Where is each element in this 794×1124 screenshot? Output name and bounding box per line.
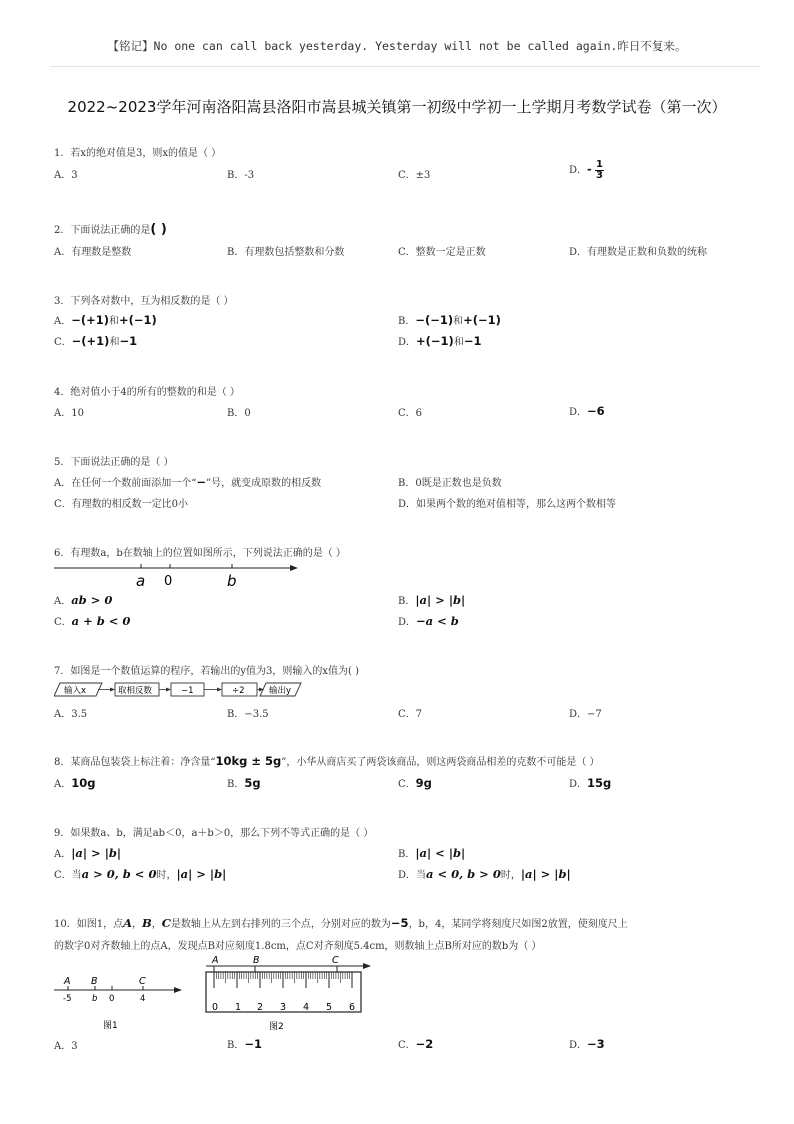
- option-a: [54, 845, 121, 860]
- math-expr: a < 0, b > 0: [426, 867, 501, 881]
- option-b: [398, 592, 465, 607]
- option-b: B．0既是正数也是负数: [398, 478, 502, 489]
- math-expr: −(+1): [71, 313, 110, 327]
- option-label: A．: [54, 316, 72, 327]
- option-c: C．7: [398, 709, 423, 720]
- math-expr: −a < b: [416, 614, 459, 628]
- stem-text: ”，小华从商店买了两袋该商品，则这两袋商品相差的克数不可能是（ ）: [281, 757, 600, 768]
- math-expr: +(−1): [119, 313, 157, 327]
- option-d: D．−7: [569, 709, 602, 720]
- math-expr: |a| > |b|: [520, 867, 571, 881]
- fraction-denominator: 3: [596, 170, 603, 181]
- figure-caption: 图1: [103, 1021, 118, 1031]
- option-label: B．: [398, 316, 416, 327]
- axis-arrow: [363, 963, 371, 969]
- option-text: A．在任何一个数前面添加一个“: [54, 478, 197, 489]
- option-label: A．: [54, 849, 72, 860]
- stem-text: 8．某商品包装袋上标注着：净含量“: [54, 757, 216, 768]
- ruler-number: 4: [303, 1002, 310, 1013]
- motto-banner: 【铭记】No one can call back yesterday. Yesterday will not be called again.昨日不复来。: [107, 39, 687, 53]
- question-stem: 5．下面说法正确的是（ ）: [54, 457, 174, 468]
- ruler-tick-group: [214, 972, 352, 988]
- math-expr: −6: [587, 404, 605, 418]
- option-c: [54, 866, 226, 881]
- math-expr: +(−1): [416, 334, 454, 348]
- option-d: [398, 613, 459, 628]
- value-label: 0: [109, 994, 115, 1004]
- math-expr: |a| > |b|: [176, 867, 227, 881]
- option-label: D．: [569, 1040, 588, 1051]
- math-expr: −(+1): [71, 334, 110, 348]
- math-expr: a > 0, b < 0: [81, 867, 157, 881]
- flow-step3-label: ÷2: [232, 686, 245, 696]
- ruler-number: 5: [326, 1002, 333, 1013]
- option-c: [398, 775, 432, 790]
- flow-input-label: 输入x: [64, 686, 87, 696]
- option-d: [569, 1036, 605, 1051]
- option-label: D．: [569, 407, 588, 418]
- option-label: D．: [398, 617, 417, 628]
- option-a: A．10: [54, 408, 84, 419]
- point-c-label: C: [139, 976, 146, 987]
- option-label: C．: [398, 779, 416, 790]
- connector: 和: [109, 316, 120, 327]
- point-a-label: A: [212, 955, 219, 966]
- label-a: a: [136, 572, 146, 590]
- math-expr: 15g: [587, 776, 612, 790]
- fraction-numerator: 1: [596, 159, 603, 170]
- answer-parens: ( ): [150, 222, 167, 237]
- option-b: B．-3: [227, 170, 255, 181]
- option-c: [54, 333, 137, 348]
- option-a: [54, 312, 157, 327]
- option-label: B．: [227, 779, 245, 790]
- option-label: B．: [227, 1040, 245, 1051]
- flow-arrow-head: [217, 688, 222, 692]
- option-d: [398, 866, 571, 881]
- option-d: [569, 403, 605, 418]
- option-d: D．如果两个数的绝对值相等，那么这两个数相等: [398, 499, 617, 510]
- stem-text: ，b，4，某同学将刻度尺如图2放置，使刻度尺上: [408, 919, 628, 930]
- flow-step1-label: 取相反数: [118, 686, 153, 696]
- value-label: -5: [63, 994, 72, 1004]
- math-expr: 5g: [244, 776, 261, 790]
- option-a: [54, 592, 112, 607]
- question-stem-line-2: 的数字0对齐数轴上的点A，发现点B对应刻度1.8cm，点C对齐刻度5.4cm，则数轴上点B所对应的数b为（ ）: [54, 941, 542, 952]
- question-stem: 6．有理数a，b在数轴上的位置如图所示，下列说法正确的是（ ）: [54, 548, 346, 559]
- math-expr: |a| > |b|: [415, 593, 466, 607]
- point-a-label: A: [64, 976, 71, 987]
- math-expr: −2: [415, 1037, 434, 1051]
- point-label: B: [142, 916, 152, 930]
- stem-text: 是数轴上从左到右排列的三个点，分别对应的数为: [170, 919, 391, 930]
- option-c: C．有理数的相反数一定比0小: [54, 499, 189, 510]
- label-zero: 0: [164, 574, 173, 589]
- option-c: C．整数一定是正数: [398, 247, 486, 258]
- point-b-label: B: [91, 976, 98, 987]
- math-expr: 10kg ± 5g: [215, 754, 282, 768]
- point-b-label: B: [253, 955, 260, 966]
- math-expr: −5: [390, 916, 409, 930]
- option-label: D．: [398, 337, 417, 348]
- question-stem: 3．下列各对数中，互为相反数的是（ ）: [54, 296, 234, 307]
- option-label: B．: [398, 849, 416, 860]
- math-expr: |a| > |b|: [71, 846, 122, 860]
- minus-sign: -: [587, 162, 592, 176]
- ruler-number-group: [212, 1002, 355, 1013]
- math-expr: 10g: [71, 776, 96, 790]
- ruler-number: 2: [257, 1002, 264, 1013]
- option-label: A．: [54, 779, 72, 790]
- option-label: C．: [54, 337, 72, 348]
- fraction: [595, 160, 604, 181]
- option-c: C．±3: [398, 170, 431, 181]
- connector: 时，: [156, 870, 177, 881]
- option-label: D．当: [398, 870, 427, 881]
- ruler-number: 1: [235, 1002, 242, 1013]
- math-expr: −1: [463, 334, 482, 348]
- option-b: B．有理数包括整数和分数: [227, 247, 345, 258]
- connector: 和: [453, 337, 464, 348]
- figure-caption: 图2: [269, 1022, 284, 1032]
- option-a: A．3: [54, 1041, 78, 1052]
- option-b: [398, 845, 465, 860]
- axis-arrow: [290, 565, 298, 571]
- separator: ，: [132, 919, 143, 930]
- value-label: 4: [140, 994, 146, 1004]
- math-expr: −: [196, 475, 206, 489]
- option-c: [54, 613, 130, 628]
- label-b: b: [227, 572, 237, 590]
- flow-output-label: 输出y: [269, 686, 292, 696]
- option-a: A．3: [54, 170, 78, 181]
- question-stem-line-1: [54, 915, 628, 930]
- option-label: D．: [569, 165, 588, 176]
- figure-2-ruler: [200, 955, 375, 1035]
- option-c: [398, 1036, 433, 1051]
- ruler-number: 3: [280, 1002, 287, 1013]
- question-stem: [54, 753, 600, 768]
- math-expr: ab > 0: [71, 593, 113, 607]
- math-expr: −3: [587, 1037, 605, 1051]
- option-a: A．有理数是整数: [54, 247, 132, 258]
- flow-arrow-head: [166, 688, 171, 692]
- question-stem: [54, 221, 167, 237]
- option-label: C．当: [54, 870, 82, 881]
- connector: 和: [109, 337, 120, 348]
- question-stem: 1．若x的绝对值是3，则x的值是（ ）: [54, 148, 222, 159]
- option-d: [569, 775, 611, 790]
- connector: 时，: [500, 870, 521, 881]
- question-stem: 9．如果数a、b，满足ab＜0，a＋b＞0，那么下列不等式正确的是（ ）: [54, 828, 374, 839]
- math-expr: |a| < |b|: [415, 846, 466, 860]
- option-b: [227, 1036, 262, 1051]
- point-label: A: [123, 916, 133, 930]
- option-a: [54, 775, 95, 790]
- math-expr: −1: [119, 334, 138, 348]
- question-stem: 7．如图是一个数值运算的程序，若输出的y值为3，则输入的x值为( ): [54, 666, 359, 677]
- math-expr: 9g: [415, 776, 432, 790]
- point-c-label: C: [332, 955, 339, 966]
- option-b: B．−3.5: [227, 709, 269, 720]
- option-b: [227, 775, 261, 790]
- figure-1-number-line: [54, 972, 189, 1034]
- option-d: D．有理数是正数和负数的统称: [569, 247, 708, 258]
- option-label: C．: [54, 617, 72, 628]
- math-expr: −1: [244, 1037, 262, 1051]
- connector: 和: [453, 316, 464, 327]
- math-expr: +(−1): [463, 313, 501, 327]
- ruler-number: 0: [212, 1002, 219, 1013]
- value-label: b: [92, 994, 98, 1004]
- ruler-number: 6: [349, 1002, 356, 1013]
- number-line-figure: [54, 558, 304, 590]
- option-label: C．: [398, 1040, 416, 1051]
- option-c: C．6: [398, 408, 423, 419]
- option-b: B．0: [227, 408, 251, 419]
- option-a: [54, 474, 321, 489]
- option-a: A．3.5: [54, 709, 88, 720]
- flowchart-figure: [54, 681, 304, 699]
- separator: ，: [151, 919, 162, 930]
- point-label: C: [161, 916, 171, 930]
- axis-arrow: [174, 987, 182, 993]
- stem-text: 10．如图1，点: [54, 919, 124, 930]
- option-label: D．: [569, 779, 588, 790]
- flow-step2-label: −1: [181, 686, 194, 696]
- header-divider: [50, 66, 760, 67]
- option-label: A．: [54, 596, 72, 607]
- stem-text: 2．下面说法正确的是: [54, 225, 151, 236]
- flow-arrow-head: [110, 688, 115, 692]
- math-expr: a + b < 0: [71, 614, 131, 628]
- option-text: ”号，就变成原数的相反数: [205, 478, 322, 489]
- option-label: B．: [398, 596, 416, 607]
- math-expr: −(−1): [415, 313, 454, 327]
- option-b: [398, 312, 501, 327]
- question-stem: 4．绝对值小于4的所有的整数的和是（ ）: [54, 387, 240, 398]
- option-d: [569, 160, 604, 181]
- page-title: 2022~2023学年河南洛阳嵩县洛阳市嵩县城关镇第一初级中学初一上学期月考数学试卷（第一次）: [67, 98, 727, 116]
- option-d: [398, 333, 481, 348]
